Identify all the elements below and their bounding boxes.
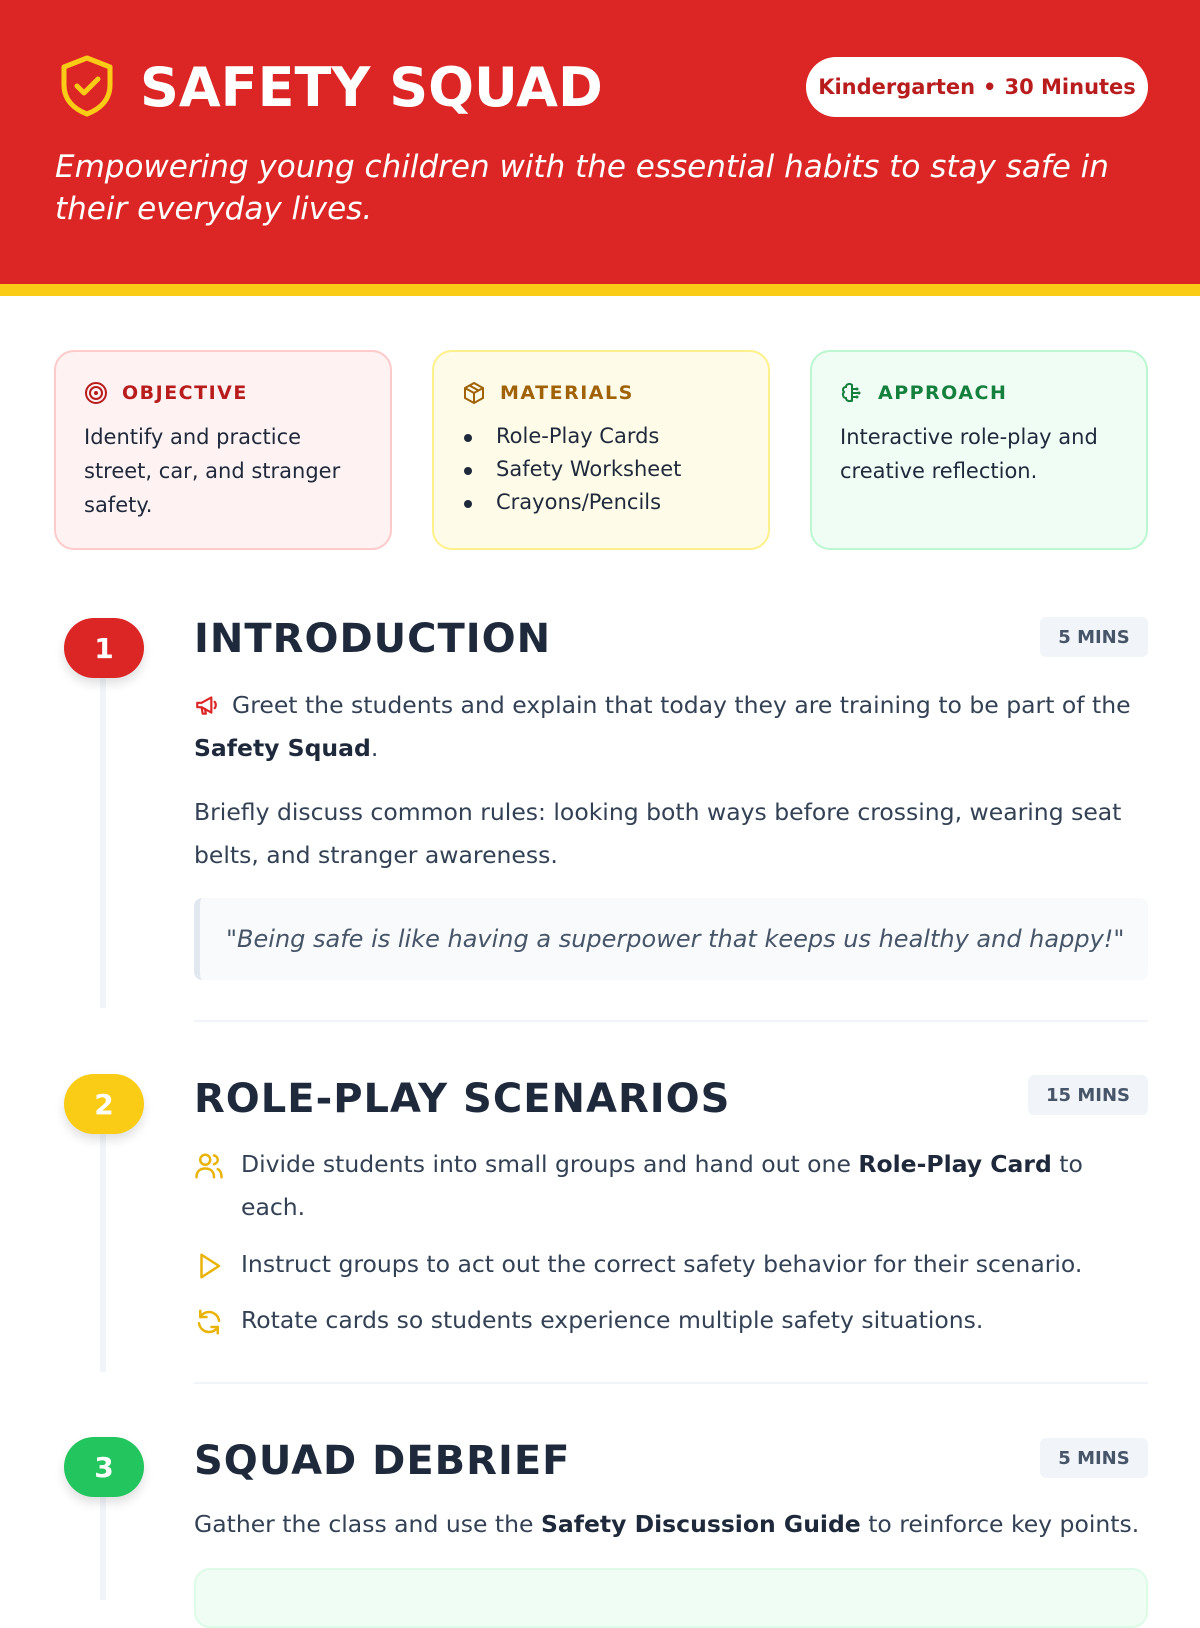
step-title: INTRODUCTION — [194, 616, 552, 662]
list-item-text: Divide students into small groups and hand out one — [241, 1150, 859, 1178]
timeline-rail — [100, 650, 106, 1008]
accent-stripe — [0, 284, 1200, 296]
megaphone-icon — [194, 692, 220, 718]
step-title: SQUAD DEBRIEF — [194, 1438, 571, 1484]
section-divider — [194, 1382, 1148, 1384]
step-number-badge: 2 — [64, 1074, 144, 1134]
users-icon — [194, 1151, 224, 1181]
materials-item: Role-Play Cards — [462, 420, 740, 453]
page-subtitle: Empowering young children with the essential habits to stay safe in their everyday lives. — [55, 149, 1109, 227]
step-number-badge: 1 — [64, 618, 144, 678]
paragraph-text: . — [370, 734, 379, 762]
objective-card — [54, 350, 392, 550]
materials-card — [432, 350, 770, 550]
list-item-text: to each. — [241, 1150, 1083, 1221]
materials-label: MATERIALS — [500, 382, 634, 404]
page-title: SAFETY SQUAD — [140, 56, 603, 119]
emphasis-text: Safety Discussion Guide — [540, 1510, 861, 1538]
list-item-text: Instruct groups to act out the correct safety behavior for their scenario. — [241, 1250, 1083, 1278]
quote-block: "Being safe is like having a superpower that keeps us healthy and happy!" — [194, 898, 1148, 980]
list-item-text: Rotate cards so students experience multiple safety situations. — [241, 1306, 984, 1334]
approach-card-header — [840, 380, 1118, 406]
brain-icon — [840, 381, 864, 405]
materials-card-header — [462, 380, 740, 406]
duration-label: 30 Minutes — [1004, 75, 1136, 99]
objective-label: OBJECTIVE — [122, 382, 248, 404]
debrief-callout-box — [194, 1568, 1148, 1628]
step-duration-badge: 15 MINS — [1028, 1075, 1148, 1115]
target-icon — [84, 381, 108, 405]
step-number-badge: 3 — [64, 1437, 144, 1497]
approach-label: APPROACH — [878, 382, 1008, 404]
materials-list — [462, 420, 740, 519]
section-divider — [194, 1020, 1148, 1022]
materials-item: Safety Worksheet — [462, 453, 740, 486]
box-icon — [462, 381, 486, 405]
refresh-icon — [194, 1307, 224, 1337]
shield-check-icon — [58, 54, 116, 118]
emphasis-text: Role-Play Card — [858, 1150, 1052, 1178]
step-list-item — [194, 1243, 1154, 1286]
approach-card — [810, 350, 1148, 550]
approach-text: Interactive role-play and creative reflection. — [840, 425, 1098, 483]
step-list-item — [194, 1143, 1154, 1229]
grade-label: Kindergarten — [818, 75, 976, 99]
step-paragraph — [194, 684, 1148, 770]
step-duration-badge: 5 MINS — [1040, 1438, 1148, 1478]
step-list-item — [194, 1299, 1154, 1342]
grade-duration-badge — [806, 57, 1148, 117]
play-icon — [194, 1251, 224, 1281]
step-duration-badge: 5 MINS — [1040, 617, 1148, 657]
materials-item: Crayons/Pencils — [462, 486, 740, 519]
objective-card-header — [84, 380, 362, 406]
objective-text: Identify and practice street, car, and stranger safety. — [84, 425, 341, 517]
separator-dot: • — [983, 75, 997, 99]
step-title: ROLE-PLAY SCENARIOS — [194, 1076, 731, 1122]
step-paragraph: Briefly discuss common rules: looking both ways before crossing, wearing seat belts, and stranger awareness. — [194, 798, 1122, 869]
paragraph-text: Gather the class and use the — [194, 1510, 541, 1538]
emphasis-text: Safety Squad — [194, 734, 371, 762]
step-paragraph — [194, 1503, 1148, 1546]
header-banner — [0, 0, 1200, 284]
paragraph-text: to reinforce key points. — [860, 1510, 1140, 1538]
timeline-rail — [100, 1106, 106, 1372]
paragraph-text: Greet the students and explain that today they are training to be part of the — [232, 691, 1131, 719]
